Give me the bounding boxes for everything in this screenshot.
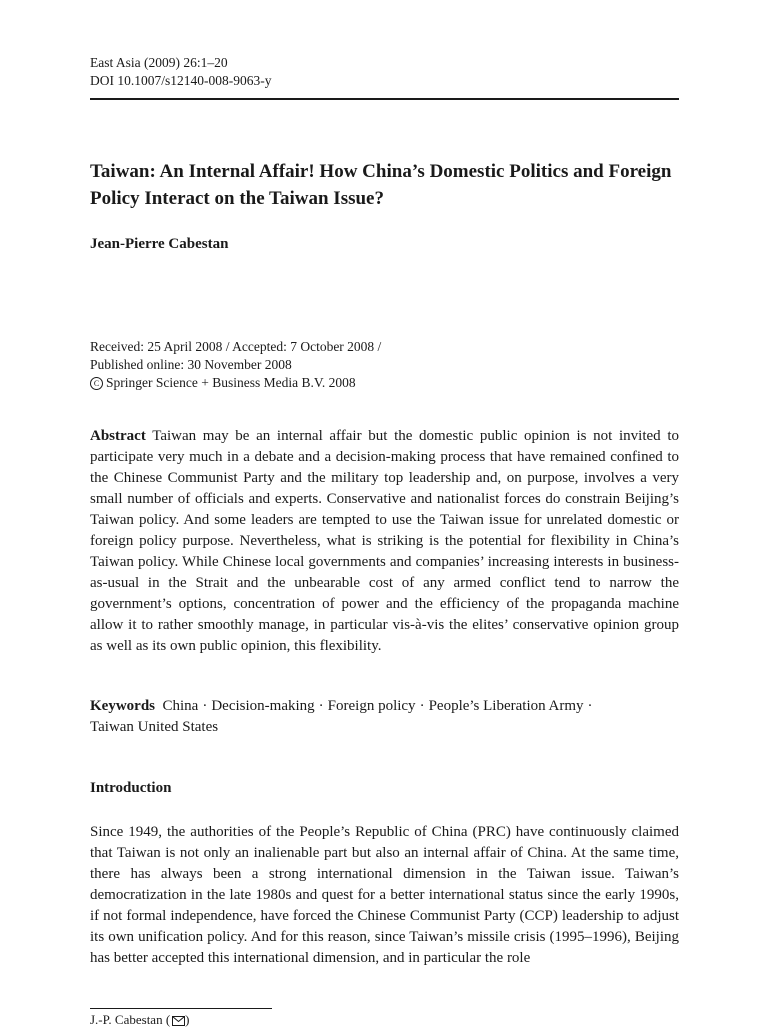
keyword-item: Decision-making	[211, 698, 315, 714]
journal-citation: East Asia (2009) 26:1–20	[90, 55, 228, 70]
keyword-item: Taiwan United States	[90, 719, 219, 735]
footnote-rule	[90, 1008, 272, 1009]
article-author: Jean-Pierre Cabestan	[90, 236, 229, 252]
journal-header	[90, 54, 272, 90]
footnote-author: J.-P. Cabestan (	[90, 1012, 171, 1027]
keyword-separator: ·	[419, 698, 425, 714]
abstract-label: Abstract	[90, 428, 146, 444]
keywords	[90, 696, 679, 738]
journal-doi: DOI 10.1007/s12140-008-9063-y	[90, 73, 272, 88]
envelope-icon[interactable]	[172, 1014, 185, 1030]
keyword-separator: ·	[318, 698, 324, 714]
author-footnote	[90, 1012, 190, 1030]
header-rule	[90, 98, 679, 100]
copyright-text: Springer Science + Business Media B.V. 2008	[106, 375, 356, 390]
keywords-label: Keywords	[90, 698, 155, 714]
article-title: Taiwan: An Internal Affair! How China’s Domestic Politics and Foreign Policy Interact on the Taiwan Issue?	[90, 161, 672, 209]
copyright-icon: C	[90, 377, 103, 390]
keyword-separator: ·	[587, 698, 593, 714]
received-accepted: Received: 25 April 2008 / Accepted: 7 October 2008 /	[90, 339, 382, 354]
footnote-close: )	[185, 1012, 190, 1027]
published-online: Published online: 30 November 2008	[90, 357, 292, 372]
keyword-item: China	[162, 698, 199, 714]
introduction-text: Since 1949, the authorities of the People’s Republic of China (PRC) have continuously claimed that Taiwan is not only an inalienable part but also an internal affair of China. At the same time, there has always been a strong international dimension in the Taiwan issue. Taiwan’s democratization in the late 1980s and quest for a better international status since the early 1990s, if not formal independence, have forced the Chinese Communist Party (CCP) leadership to adjust its own unification policy. And for this reason, since Taiwan’s missile crisis (1995–1996), Beijing has better accepted this international dimension, and in particular the role	[90, 824, 679, 966]
abstract	[90, 426, 679, 657]
introduction-heading: Introduction	[90, 780, 172, 796]
keyword-item: People’s Liberation Army	[428, 698, 584, 714]
keyword-item: Foreign policy	[327, 698, 416, 714]
keyword-separator: ·	[202, 698, 208, 714]
abstract-text: Taiwan may be an internal affair but the domestic public opinion is not invited to participate very much in a debate and a decision-making process that have remained confined to the Chinese Communist Party and the military top leadership and, on purpose, involves a very small number of officials and experts. Conservative and nationalist forces do constrain Beijing’s Taiwan policy. And some leaders are tempted to use the Taiwan issue for unrelated domestic or foreign policy purpose. Nevertheless, what is striking is the potential for flexibility in China’s Taiwan policy. While Chinese local governments and companies’ increasing interests in business-as-usual in the Strait and the unbearable cost of any armed conflict tend to narrow the government’s options, concentration of power and the efficiency of the propaganda machine allow it to rather smoothly manage, in particular vis-à-vis the elites’ conservative opinion group as well as its own public opinion, this flexibility.	[90, 428, 679, 654]
publication-history	[90, 338, 679, 392]
copyright-line	[90, 374, 679, 392]
